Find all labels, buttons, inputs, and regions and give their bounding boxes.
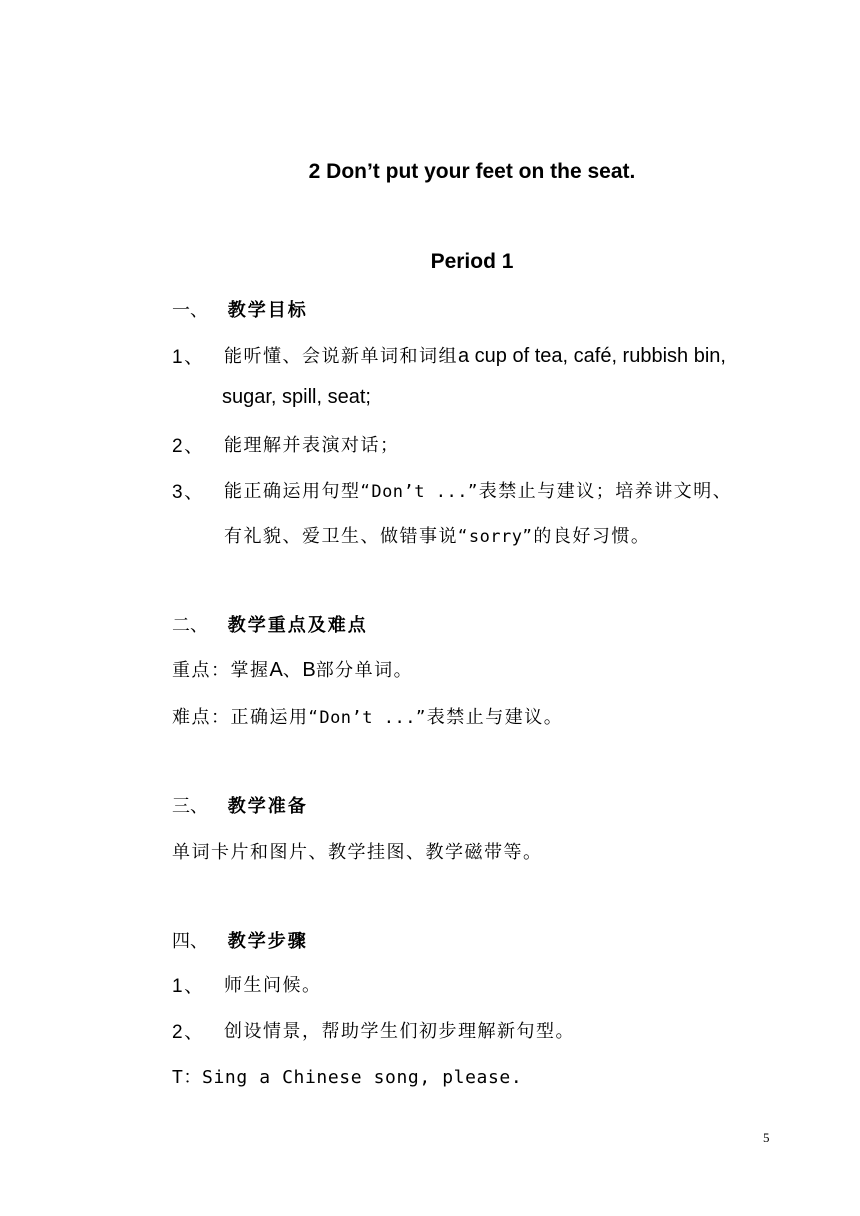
goal-item xyxy=(172,342,205,369)
section-title: 教学目标 xyxy=(227,300,308,321)
section-number: 二、 xyxy=(172,615,208,636)
section-heading xyxy=(172,792,308,818)
goal-text: 能理解并表演对话； xyxy=(224,435,400,456)
section-number: 一、 xyxy=(172,300,208,321)
section-title: 教学重点及难点 xyxy=(227,615,368,636)
prep-text: 单词卡片和图片、教学挂图、教学磁带等。 xyxy=(172,842,543,863)
section-title: 教学步骤 xyxy=(227,931,308,952)
section-heading xyxy=(172,927,308,953)
section-number: 四、 xyxy=(172,931,208,952)
step-item xyxy=(172,971,205,998)
goal-number: 1、 xyxy=(172,347,205,368)
section-heading xyxy=(172,296,308,322)
goal-text-continued: 有礼貌、爱卫生、做错事说“sorry”的良好习惯。 xyxy=(224,526,651,547)
section-heading xyxy=(172,611,368,637)
dialogue-line: T：Sing a Chinese song, please. xyxy=(172,1067,523,1088)
step-text: 师生问候。 xyxy=(224,975,322,996)
difficulty-text: 难点：正确运用“Don’t ...”表禁止与建议。 xyxy=(172,707,564,728)
goal-text: 能正确运用句型“Don’t ...”表禁止与建议；培养讲文明、 xyxy=(224,481,733,502)
focus-text: 重点：掌握A、B部分单词。 xyxy=(172,659,414,681)
page-number: 5 xyxy=(763,1130,770,1145)
step-number: 1、 xyxy=(172,976,205,997)
step-text: 创设情景，帮助学生们初步理解新句型。 xyxy=(224,1021,575,1042)
period-title: Period 1 xyxy=(430,250,514,273)
goal-number: 2、 xyxy=(172,436,205,457)
goal-number: 3、 xyxy=(172,482,205,503)
page-title: 2 Don’t put your feet on the seat. xyxy=(308,160,636,183)
step-item xyxy=(172,1017,205,1044)
step-number: 2、 xyxy=(172,1022,205,1043)
goal-item xyxy=(172,477,205,504)
section-title: 教学准备 xyxy=(227,796,308,817)
section-number: 三、 xyxy=(172,796,208,817)
goal-text-continued: sugar, spill, seat; xyxy=(222,386,371,408)
goal-text: 能听懂、会说新单词和词组a cup of tea, café, rubbish bin, xyxy=(224,345,726,367)
goal-item xyxy=(172,431,205,458)
